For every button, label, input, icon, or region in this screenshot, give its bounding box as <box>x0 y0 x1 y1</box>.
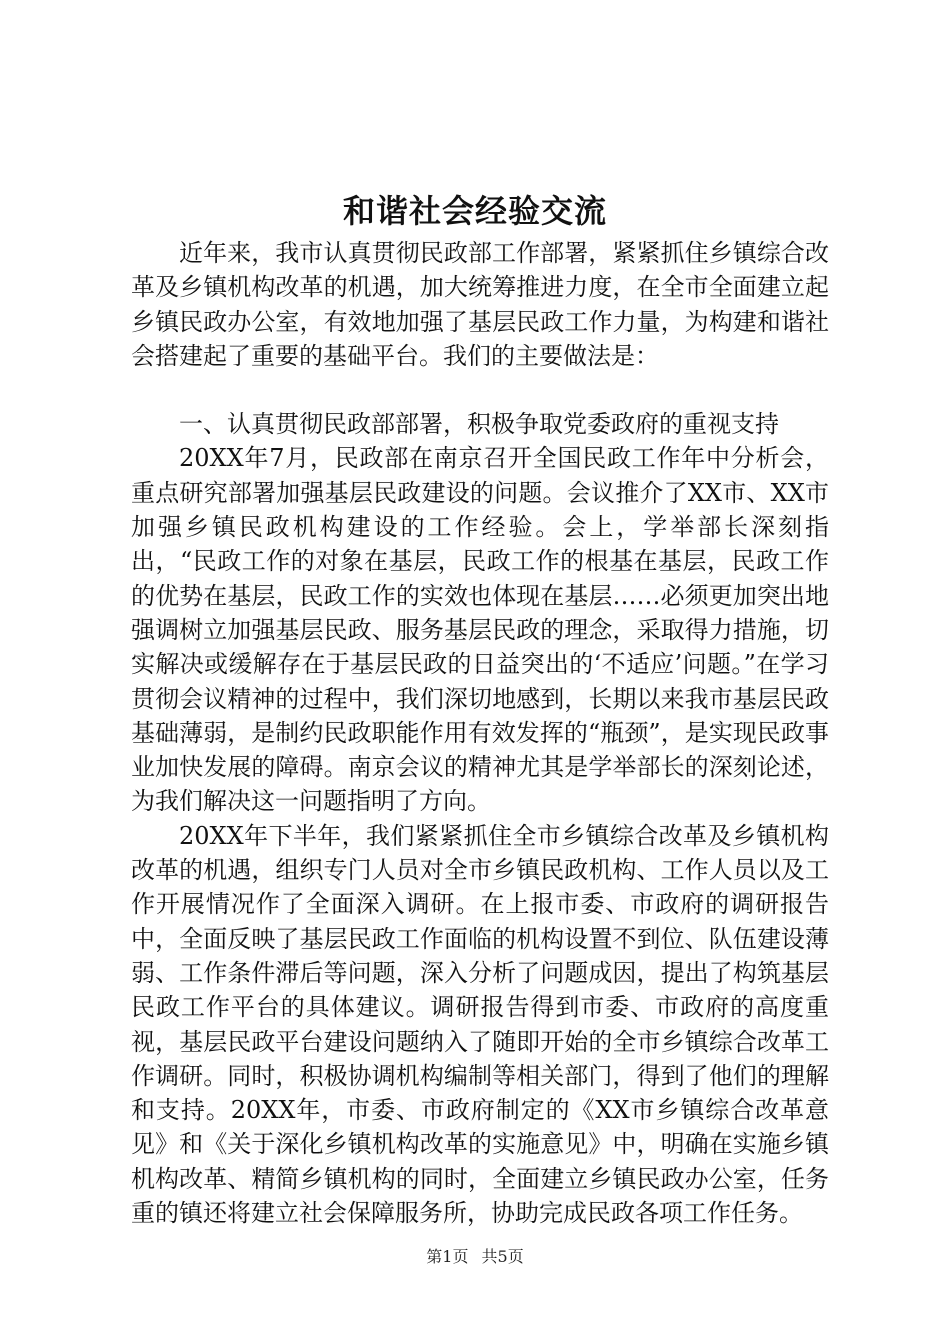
page-total: 共5页 <box>481 1247 524 1266</box>
page-number: 第1页 <box>426 1247 469 1266</box>
document-body <box>131 236 829 1230</box>
section-heading: 一、认真贯彻民政部部署，积极争取党委政府的重视支持 <box>179 410 779 439</box>
body-paragraph: 20XX年7月，民政部在南京召开全国民政工作年中分析会，重点研究部署加强基层民政建设的问题。会议推介了XX市、XX市加强乡镇民政机构建设的工作经验。会上，学举部长深刻指出，“民政工作的对象在基层，民政工作的根基在基层，民政工作的优势在基层，民政工作的实效也体现在基层……必须更加突出地强调树立加强基层民政、服务基层民政的理念，采取得力措施，切实解决或缓解存在于基层民政的日益突出的‘不适应’问题。”在学习贯彻会议精神的过程中，我们深切地感到，长期以来我市基层民政基础薄弱，是制约民政职能作用有效发挥的“瓶颈”，是实现民政事业加快发展的障碍。南京会议的精神尤其是学举部长的深刻论述，为我们解决这一问题指明了方向。 <box>131 444 829 816</box>
intro-paragraph: 近年来，我市认真贯彻民政部工作部署，紧紧抓住乡镇综合改革及乡镇机构改革的机遇，加大统筹推进力度，在全市全面建立起乡镇民政办公室，有效地加强了基层民政工作力量，为构建和谐社会搭建起了重要的基础平台。我们的主要做法是： <box>131 239 829 370</box>
page-footer <box>0 1244 950 1267</box>
body-paragraph: 20XX年下半年，我们紧紧抓住全市乡镇综合改革及乡镇机构改革的机遇，组织专门人员对全市乡镇民政机构、工作人员以及工作开展情况作了全面深入调研。在上报市委、市政府的调研报告中，全面反映了基层民政工作面临的机构设置不到位、队伍建设薄弱、工作条件滞后等问题，深入分析了问题成因，提出了构筑基层民政工作平台的具体建议。调研报告得到市委、市政府的高度重视，基层民政平台建设问题纳入了随即开始的全市乡镇综合改革工作调研。同时，积极协调机构编制等相关部门，得到了他们的理解和支持。20XX年，市委、市政府制定的《XX市乡镇综合改革意见》和《关于深化乡镇机构改革的实施意见》中，明确在实施乡镇机构改革、精简乡镇机构的同时，全面建立乡镇民政办公室，任务重的镇还将建立社会保障服务所，协助完成民政各项工作任务。 <box>131 821 829 1228</box>
document-title: 和谐社会经验交流 <box>342 192 607 230</box>
